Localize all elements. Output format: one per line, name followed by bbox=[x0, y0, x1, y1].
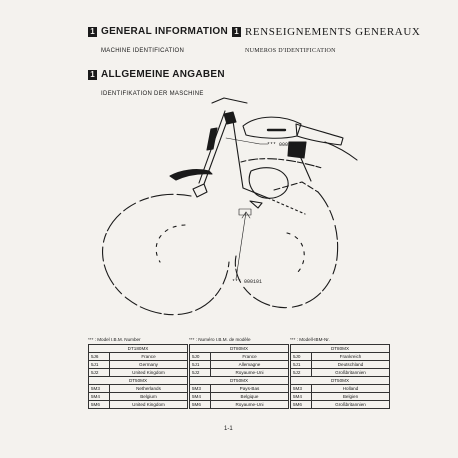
model-table-german bbox=[290, 337, 390, 409]
country-cell: Holland bbox=[312, 385, 390, 393]
country-cell: Großbritannien bbox=[312, 369, 390, 377]
model-table-french bbox=[189, 337, 289, 409]
rear-wheel-inner bbox=[287, 233, 304, 274]
code-cell: 5J0 bbox=[190, 353, 211, 361]
code-cell: 5M3 bbox=[291, 385, 312, 393]
number-plate bbox=[207, 128, 217, 150]
table-row bbox=[190, 385, 289, 393]
code-cell: 5J2 bbox=[190, 369, 211, 377]
table-caption: *** : Model I.B.M. Number bbox=[88, 337, 141, 342]
country-cell: Großbritannien bbox=[312, 401, 390, 409]
headlight bbox=[224, 112, 236, 124]
front-hub bbox=[193, 184, 207, 197]
front-wheel-inner bbox=[156, 225, 185, 262]
table-row bbox=[190, 361, 289, 369]
handlebar bbox=[212, 98, 247, 103]
section-number-badge: 1 bbox=[232, 27, 241, 37]
country-cell: Germany bbox=[110, 361, 188, 369]
engine-number-callout: *** 000101 bbox=[232, 279, 263, 285]
model-table bbox=[189, 344, 289, 409]
table-row bbox=[190, 401, 289, 409]
model-name-cell: DT80MX bbox=[190, 345, 289, 353]
model-table bbox=[290, 344, 390, 409]
country-cell: Allemagne bbox=[211, 361, 289, 369]
country-cell: United Kingdom bbox=[110, 401, 188, 409]
model-table-english bbox=[88, 337, 188, 409]
model-name-cell: DT50MX bbox=[291, 377, 390, 385]
code-cell: 5M4 bbox=[291, 393, 312, 401]
engine-leader bbox=[236, 212, 246, 279]
code-cell: 5M4 bbox=[89, 393, 110, 401]
model-name-cell: DT80MX bbox=[291, 345, 390, 353]
table-row bbox=[291, 385, 390, 393]
code-cell: 5M3 bbox=[190, 385, 211, 393]
code-cell: 5M6 bbox=[89, 401, 110, 409]
table-row bbox=[291, 353, 390, 361]
table-row bbox=[291, 369, 390, 377]
table-row bbox=[89, 361, 188, 369]
table-row bbox=[190, 345, 289, 353]
table-row bbox=[89, 401, 188, 409]
table-row bbox=[89, 377, 188, 385]
table-row bbox=[89, 353, 188, 361]
country-cell: Belgium bbox=[110, 393, 188, 401]
section-title: GENERAL INFORMATION bbox=[101, 26, 228, 37]
code-cell: 5M6 bbox=[291, 401, 312, 409]
code-cell: 5J1 bbox=[190, 361, 211, 369]
table-row bbox=[291, 401, 390, 409]
section-subtitle: NUMEROS D'IDENTIFICATION bbox=[245, 48, 336, 54]
table-row bbox=[291, 345, 390, 353]
model-name-cell: DT180MX bbox=[89, 345, 188, 353]
country-cell: Deutschland bbox=[312, 361, 390, 369]
table-row bbox=[89, 393, 188, 401]
frame-number-callout: *** 000101 bbox=[267, 142, 298, 148]
table-row bbox=[190, 353, 289, 361]
code-cell: 5J1 bbox=[89, 361, 110, 369]
code-cell: 5J1 bbox=[291, 361, 312, 369]
section-title: ALLGEMEINE ANGABEN bbox=[101, 69, 225, 80]
exhaust bbox=[241, 159, 322, 168]
country-cell: Royaume-Uni bbox=[211, 401, 289, 409]
shock-absorber bbox=[300, 156, 311, 181]
table-row bbox=[291, 393, 390, 401]
country-cell: Belgique bbox=[211, 393, 289, 401]
chain-line bbox=[268, 198, 305, 214]
section-title: RENSEIGNEMENTS GENERAUX bbox=[245, 26, 421, 38]
table-caption: *** : Modell-IBM-Nr. bbox=[290, 337, 330, 342]
table-row bbox=[89, 369, 188, 377]
country-cell: Belgien bbox=[312, 393, 390, 401]
table-row bbox=[190, 393, 289, 401]
code-cell: 5J2 bbox=[89, 369, 110, 377]
country-cell: United Kingdom bbox=[110, 369, 188, 377]
engine-box bbox=[239, 209, 251, 215]
page-number: 1-1 bbox=[224, 426, 233, 432]
code-cell: 5J6 bbox=[89, 353, 110, 361]
model-name-cell: DT50MX bbox=[89, 377, 188, 385]
section-subtitle: IDENTIFIKATION DER MASCHINE bbox=[101, 91, 204, 97]
section-subtitle: MACHINE IDENTIFICATION bbox=[101, 48, 185, 54]
model-table bbox=[88, 344, 188, 409]
code-cell: 5M4 bbox=[190, 393, 211, 401]
code-cell: 5J0 bbox=[291, 353, 312, 361]
model-name-cell: DT50MX bbox=[190, 377, 289, 385]
code-cell: 5J2 bbox=[291, 369, 312, 377]
country-cell: France bbox=[211, 353, 289, 361]
rear-wheel bbox=[235, 192, 337, 308]
country-cell: Royaume-Uni bbox=[211, 369, 289, 377]
footrest bbox=[250, 201, 262, 208]
table-row bbox=[190, 369, 289, 377]
country-cell: Pays-Bas bbox=[211, 385, 289, 393]
frame-leader bbox=[226, 138, 268, 144]
code-cell: 5M3 bbox=[89, 385, 110, 393]
fuel-tank bbox=[243, 117, 301, 138]
swing-arm bbox=[274, 182, 318, 192]
table-row bbox=[291, 361, 390, 369]
engine bbox=[249, 168, 288, 199]
country-cell: Frankreich bbox=[312, 353, 390, 361]
table-row bbox=[291, 377, 390, 385]
section-number-badge: 1 bbox=[88, 70, 97, 80]
section-number-badge: 1 bbox=[88, 27, 97, 37]
table-row bbox=[190, 377, 289, 385]
table-row bbox=[89, 385, 188, 393]
table-caption: *** : Numéro I.B.M. de modèle bbox=[189, 337, 251, 342]
code-cell: 5M6 bbox=[190, 401, 211, 409]
front-wheel bbox=[103, 194, 229, 314]
country-cell: Netherlands bbox=[110, 385, 188, 393]
country-cell: France bbox=[110, 353, 188, 361]
table-row bbox=[89, 345, 188, 353]
